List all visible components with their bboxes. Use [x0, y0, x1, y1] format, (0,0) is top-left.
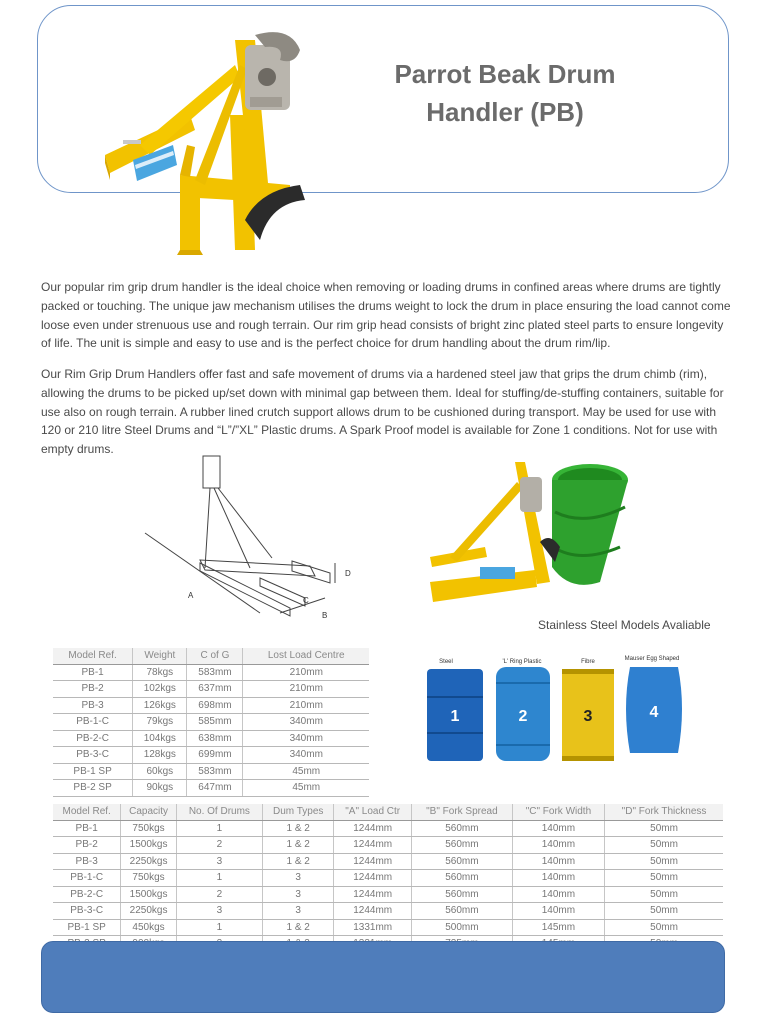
col-header: "B" Fork Spread — [412, 804, 513, 820]
svg-text:4: 4 — [649, 704, 659, 721]
table-cell: 1 & 2 — [263, 853, 334, 870]
table-cell: 500mm — [412, 919, 513, 936]
table-cell: PB-1-C — [53, 870, 121, 887]
table-cell: 750kgs — [121, 820, 176, 837]
table-row — [53, 886, 723, 903]
col-header: C of G — [187, 648, 243, 664]
table-cell: PB-3 — [53, 697, 133, 714]
table-cell: 560mm — [412, 820, 513, 837]
table-header-row — [53, 648, 369, 664]
table-cell: PB-2 SP — [53, 780, 133, 797]
table-cell: 1500kgs — [121, 886, 176, 903]
title-line-1: Parrot Beak Drum — [394, 59, 616, 89]
table-cell: 560mm — [412, 853, 513, 870]
svg-text:Fibre: Fibre — [581, 659, 595, 665]
intro-paragraph: Our popular rim grip drum handler is the ideal choice when removing or loading drums in confined areas where drums are tightly packed or touching. The unique jaw mechanism utilises the drums weight to lock the drum in place ensuring the load cannot come loose even under strenuous use and rough terrain. Our rim grip head consists of bright zinc plated steel parts to ensure longevity of life. The unit is simple and easy to use and is the perfect choice for drum handling about the drum rim/lip. — [41, 280, 731, 351]
table-cell: 50mm — [605, 870, 723, 887]
table-cell: PB-2-C — [53, 730, 133, 747]
table-cell: PB-2-C — [53, 886, 121, 903]
table-cell: PB-2 — [53, 837, 121, 854]
table-cell: 3 — [176, 853, 262, 870]
drum-types-graphic — [420, 653, 695, 765]
svg-text:Steel: Steel — [439, 659, 453, 665]
table-row — [53, 730, 369, 747]
table-cell: PB-3-C — [53, 747, 133, 764]
table-cell: PB-1 — [53, 820, 121, 837]
col-header: Lost Load Centre — [243, 648, 369, 664]
dimension-diagram — [140, 448, 360, 628]
details-paragraph: Our Rim Grip Drum Handlers offer fast and safe movement of drums via a hardened steel jaw that grips the drum chimb (rim), allowing the drums to be picked up/set down with minimal gap between them. Ideal for stuffing/de-stuffing containers, suitable for use also on rough terrain. A rubber lined crutch support allows drum to be cushioned during transport. May be used for use with 120 or 210 litre Steel Drums and “L”/”XL” Plastic drums. A Spark Proof model is available for Zone 1 conditions. Not for use with empty drums. — [41, 367, 724, 457]
table-cell: 340mm — [243, 747, 369, 764]
table-cell: 583mm — [187, 763, 243, 780]
table-cell: 140mm — [512, 837, 604, 854]
table-cell: 450kgs — [121, 919, 176, 936]
table-cell: 45mm — [243, 763, 369, 780]
table-cell: 126kgs — [133, 697, 187, 714]
table-cell: 90kgs — [133, 780, 187, 797]
table-cell: 50mm — [605, 853, 723, 870]
table-cell: 210mm — [243, 664, 369, 681]
table-cell: 78kgs — [133, 664, 187, 681]
table-row — [53, 697, 369, 714]
table-cell: 3 — [263, 886, 334, 903]
table-cell: 102kgs — [133, 681, 187, 698]
table-row — [53, 853, 723, 870]
table-cell: 750kgs — [121, 870, 176, 887]
table-row — [53, 664, 369, 681]
table-cell: 1244mm — [334, 903, 412, 920]
table-cell: 210mm — [243, 681, 369, 698]
col-header: Dum Types — [263, 804, 334, 820]
table-cell: 2250kgs — [121, 903, 176, 920]
table-row — [53, 919, 723, 936]
label-b: B — [322, 611, 328, 620]
table-cell: 140mm — [512, 903, 604, 920]
table-row — [53, 820, 723, 837]
table-cell: 50mm — [605, 919, 723, 936]
table-cell: 340mm — [243, 714, 369, 731]
table-cell: 50mm — [605, 820, 723, 837]
stainless-caption: Stainless Steel Models Avaliable — [538, 618, 711, 632]
table-cell: 1244mm — [334, 820, 412, 837]
col-header: "A" Load Ctr — [334, 804, 412, 820]
table-cell: 60kgs — [133, 763, 187, 780]
table-cell: 210mm — [243, 697, 369, 714]
table-cell: 1244mm — [334, 870, 412, 887]
table-cell: 2250kgs — [121, 853, 176, 870]
table-cell: 1331mm — [334, 919, 412, 936]
drum-type-2 — [496, 659, 550, 761]
table-cell: 1 & 2 — [263, 837, 334, 854]
svg-text:1: 1 — [450, 708, 460, 725]
table-cell: 638mm — [187, 730, 243, 747]
table-cell: 560mm — [412, 870, 513, 887]
table-cell: 560mm — [412, 837, 513, 854]
col-header: Model Ref. — [53, 648, 133, 664]
table-cell: 1244mm — [334, 853, 412, 870]
table-row — [53, 747, 369, 764]
table-cell: 637mm — [187, 681, 243, 698]
col-header: Model Ref. — [53, 804, 121, 820]
col-header: Weight — [133, 648, 187, 664]
label-d: D — [345, 569, 351, 578]
table-cell: PB-1-C — [53, 714, 133, 731]
table-cell: PB-2 — [53, 681, 133, 698]
table-cell: 50mm — [605, 837, 723, 854]
table-cell: 1 — [176, 919, 262, 936]
table-cell: PB-1 — [53, 664, 133, 681]
table-cell: 128kgs — [133, 747, 187, 764]
col-header: "C" Fork Width — [512, 804, 604, 820]
table-cell: 140mm — [512, 820, 604, 837]
table-cell: 3 — [176, 903, 262, 920]
svg-text:3: 3 — [583, 708, 593, 725]
svg-text:2: 2 — [518, 708, 528, 725]
table-cell: 145mm — [512, 919, 604, 936]
table-cell: 79kgs — [133, 714, 187, 731]
drum-type-3 — [562, 659, 614, 761]
drum-handler-photo — [95, 5, 320, 255]
table-cell: 2 — [176, 886, 262, 903]
table-cell: PB-1 SP — [53, 763, 133, 780]
table-cell: PB-3 — [53, 853, 121, 870]
weight-table — [53, 648, 369, 797]
label-c: C — [303, 596, 309, 605]
table-cell: 50mm — [605, 903, 723, 920]
table-cell: 140mm — [512, 853, 604, 870]
col-header: No. Of Drums — [176, 804, 262, 820]
table-cell: PB-1 SP — [53, 919, 121, 936]
table-row — [53, 714, 369, 731]
table-row — [53, 903, 723, 920]
col-header: "D" Fork Thickness — [605, 804, 723, 820]
table-row — [53, 780, 369, 797]
table-cell: 585mm — [187, 714, 243, 731]
table-row — [53, 763, 369, 780]
svg-text:'L' Ring Plastic: 'L' Ring Plastic — [502, 659, 542, 665]
table-cell: 1 & 2 — [263, 820, 334, 837]
table-cell: 1 & 2 — [263, 919, 334, 936]
footer-banner — [41, 941, 725, 1013]
table-cell: 1244mm — [334, 886, 412, 903]
page-title — [370, 55, 640, 131]
table-cell: PB-3-C — [53, 903, 121, 920]
table-cell: 698mm — [187, 697, 243, 714]
table-cell: 1 — [176, 870, 262, 887]
col-header: Capacity — [121, 804, 176, 820]
table-row — [53, 837, 723, 854]
title-line-2: Handler (PB) — [426, 97, 584, 127]
table-cell: 340mm — [243, 730, 369, 747]
table-cell: 1500kgs — [121, 837, 176, 854]
table-row — [53, 681, 369, 698]
table-cell: 560mm — [412, 886, 513, 903]
drum-type-1 — [427, 659, 483, 761]
table-cell: 3 — [263, 870, 334, 887]
table-cell: 140mm — [512, 886, 604, 903]
table-cell: 50mm — [605, 886, 723, 903]
svg-text:Mauser Egg Shaped: Mauser Egg Shaped — [624, 656, 680, 662]
table-cell: 1 — [176, 820, 262, 837]
table-cell: 699mm — [187, 747, 243, 764]
table-cell: 2 — [176, 837, 262, 854]
table-header-row — [53, 804, 723, 820]
handler-with-drum-photo — [425, 452, 635, 612]
table-cell: 1244mm — [334, 837, 412, 854]
table-cell: 45mm — [243, 780, 369, 797]
table-cell: 104kgs — [133, 730, 187, 747]
drum-type-4 — [625, 656, 682, 753]
label-a: A — [188, 591, 194, 600]
table-cell: 140mm — [512, 870, 604, 887]
table-row — [53, 870, 723, 887]
diagram-head — [203, 456, 220, 488]
table-cell: 560mm — [412, 903, 513, 920]
table-cell: 583mm — [187, 664, 243, 681]
table-cell: 647mm — [187, 780, 243, 797]
specification-table — [53, 804, 723, 953]
table-cell: 3 — [263, 903, 334, 920]
